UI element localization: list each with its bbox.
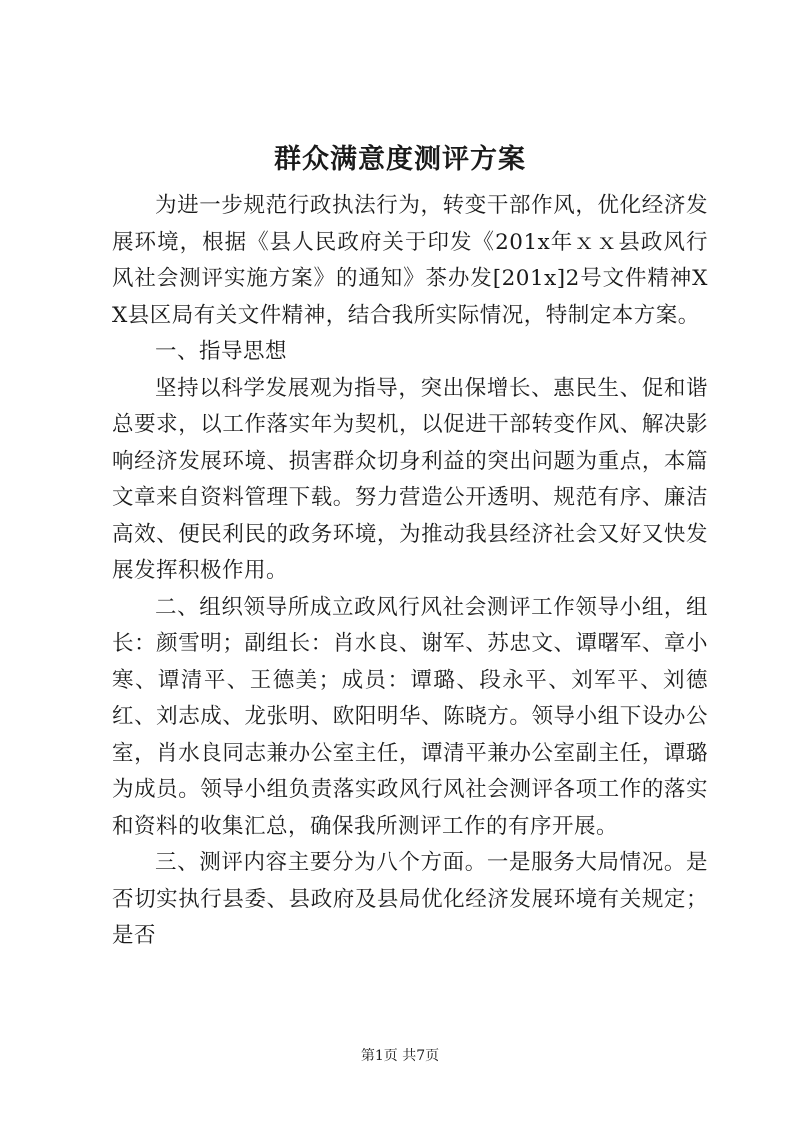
intro-paragraph: 为进一步规范行政执法行为，转变干部作风，优化经济发展环境，根据《县人民政府关于印发《201x年ｘｘ县政风行风社会测评实施方案》的通知》茶办发[201x]2号文件精神XX县区局有关文件精神，结合我所实际情况，特制定本方案。 [112,193,708,328]
evaluation-content-paragraph: 三、测评内容主要分为八个方面。一是服务大局情况。是否切实执行县委、县政府及县局优化经济发展环境有关规定；是否 [112,850,708,948]
document-body [112,188,708,955]
document-title: 群众满意度测评方案 [274,144,526,175]
section-heading-guiding-ideology: 一、指导思想 [155,339,288,364]
page-footer: 第1页 共7页 [360,1048,440,1064]
guiding-ideology-paragraph: 坚持以科学发展观为指导，突出保增长、惠民生、促和谐总要求，以工作落实年为契机，以促进干部转变作风、解决影响经济发展环境、损害群众切身利益的突出问题为重点，本篇文章来自资料管理下载。努力营造公开透明、规范有序、廉洁高效、便民利民的政务环境，为推动我县经济社会又好又快发展发挥积极作用。 [112,375,708,583]
organization-leadership-paragraph: 二、组织领导所成立政风行风社会测评工作领导小组，组长：颜雪明；副组长：肖水良、谢军、苏忠文、谭曙军、章小寒、谭清平、王德美；成员：谭璐、段永平、刘军平、刘德红、刘志成、龙张明、欧阳明华、陈晓方。领导小组下设办公室，肖水良同志兼办公室主任，谭清平兼办公室副主任，谭璐为成员。领导小组负责落实政风行风社会测评各项工作的落实和资料的收集汇总，确保我所测评工作的有序开展。 [112,594,708,839]
